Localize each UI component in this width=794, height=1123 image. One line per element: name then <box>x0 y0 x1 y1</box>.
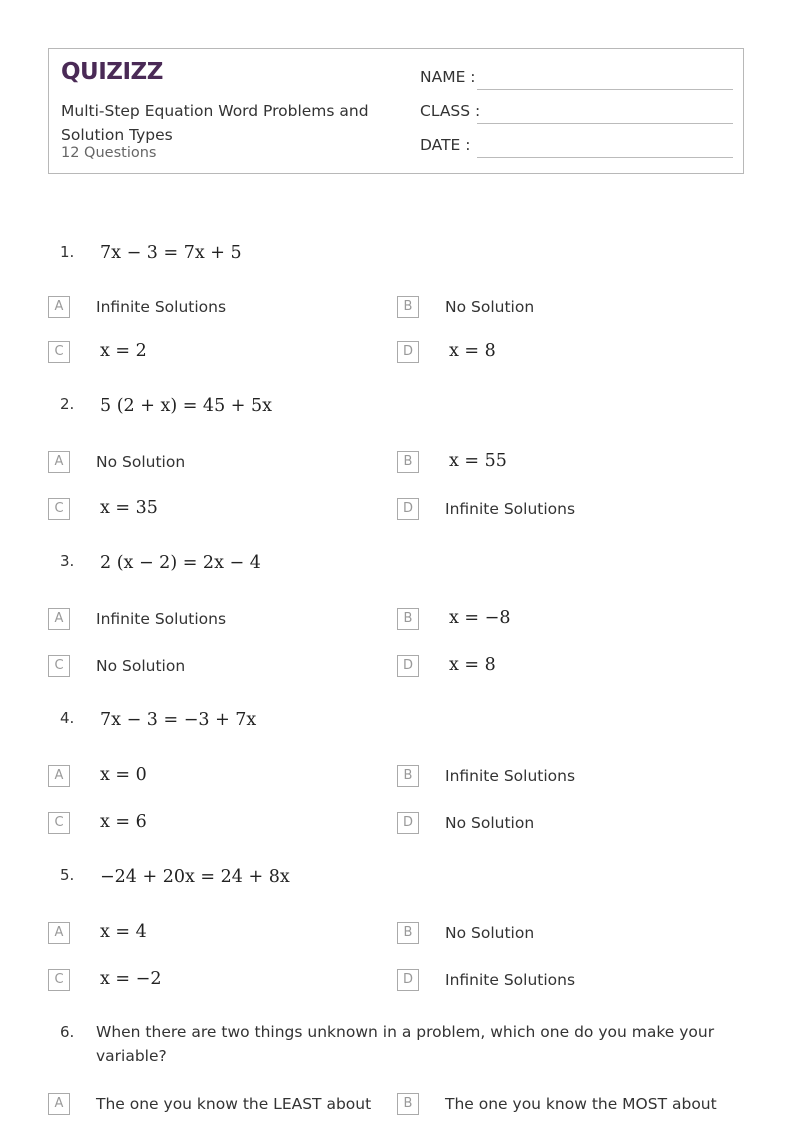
name-label: NAME : <box>420 68 476 86</box>
option-text: No Solution <box>96 657 186 675</box>
option-text: The one you know the MOST about <box>445 1095 717 1113</box>
option-box-c[interactable]: C <box>48 341 70 363</box>
option-box-c[interactable]: C <box>48 969 70 991</box>
question-number: 6. <box>60 1023 75 1041</box>
option-box-d[interactable]: D <box>397 341 419 363</box>
question-number: 1. <box>60 243 75 261</box>
question-text: When there are two things unknown in a problem, which one do you make your variable? <box>96 1023 715 1065</box>
worksheet-title: Multi-Step Equation Word Problems and Solution Types <box>61 102 369 144</box>
class-label: CLASS : <box>420 102 481 120</box>
option-box-b[interactable]: B <box>397 296 419 318</box>
option-box-a[interactable]: A <box>48 765 70 787</box>
option-box-c[interactable]: C <box>48 498 70 520</box>
option-text: x = 4 <box>100 922 147 942</box>
question-number: 4. <box>60 709 75 727</box>
option-text: x = 0 <box>100 765 147 785</box>
option-box-c[interactable]: C <box>48 812 70 834</box>
option-box-b[interactable]: B <box>397 1093 419 1115</box>
option-text: x = 6 <box>100 812 147 832</box>
option-text: x = 8 <box>449 341 496 361</box>
option-text: x = 8 <box>449 655 496 675</box>
question-text: 7x − 3 = −3 + 7x <box>100 710 257 730</box>
option-box-b[interactable]: B <box>397 922 419 944</box>
question-text: 5 (2 + x) = 45 + 5x <box>100 396 272 416</box>
option-text: x = 55 <box>449 451 507 471</box>
option-text: No Solution <box>445 814 535 832</box>
option-text: Infinite Solutions <box>445 500 576 518</box>
option-text: x = −2 <box>100 969 162 989</box>
date-line[interactable] <box>477 157 733 158</box>
option-text: x = 35 <box>100 498 158 518</box>
option-text: No Solution <box>445 924 535 942</box>
question-count: 12 Questions <box>61 145 157 161</box>
option-text: Infinite Solutions <box>96 298 227 316</box>
option-box-a[interactable]: A <box>48 296 70 318</box>
option-box-b[interactable]: B <box>397 765 419 787</box>
option-text: x = 2 <box>100 341 147 361</box>
date-label: DATE : <box>420 136 471 154</box>
question-number: 2. <box>60 395 75 413</box>
option-box-d[interactable]: D <box>397 812 419 834</box>
option-box-a[interactable]: A <box>48 1093 70 1115</box>
option-box-d[interactable]: D <box>397 498 419 520</box>
question-text: −24 + 20x = 24 + 8x <box>100 867 290 887</box>
option-text: Infinite Solutions <box>96 610 227 628</box>
option-text: No Solution <box>96 453 186 471</box>
option-box-b[interactable]: B <box>397 451 419 473</box>
question-number: 5. <box>60 866 75 884</box>
option-text: No Solution <box>445 298 535 316</box>
option-box-b[interactable]: B <box>397 608 419 630</box>
option-text: x = −8 <box>449 608 511 628</box>
option-box-a[interactable]: A <box>48 608 70 630</box>
option-text: Infinite Solutions <box>445 971 576 989</box>
question-text: 7x − 3 = 7x + 5 <box>100 243 242 263</box>
option-box-a[interactable]: A <box>48 451 70 473</box>
option-box-a[interactable]: A <box>48 922 70 944</box>
worksheet-header <box>48 48 744 174</box>
class-line[interactable] <box>477 123 733 124</box>
name-line[interactable] <box>477 89 733 90</box>
question-number: 3. <box>60 552 75 570</box>
option-text: The one you know the LEAST about <box>96 1095 372 1113</box>
quizizz-logo: QUIZIZZ <box>61 59 163 85</box>
option-text: Infinite Solutions <box>445 767 576 785</box>
option-box-d[interactable]: D <box>397 969 419 991</box>
option-box-c[interactable]: C <box>48 655 70 677</box>
question-text: 2 (x − 2) = 2x − 4 <box>100 553 261 573</box>
option-box-d[interactable]: D <box>397 655 419 677</box>
